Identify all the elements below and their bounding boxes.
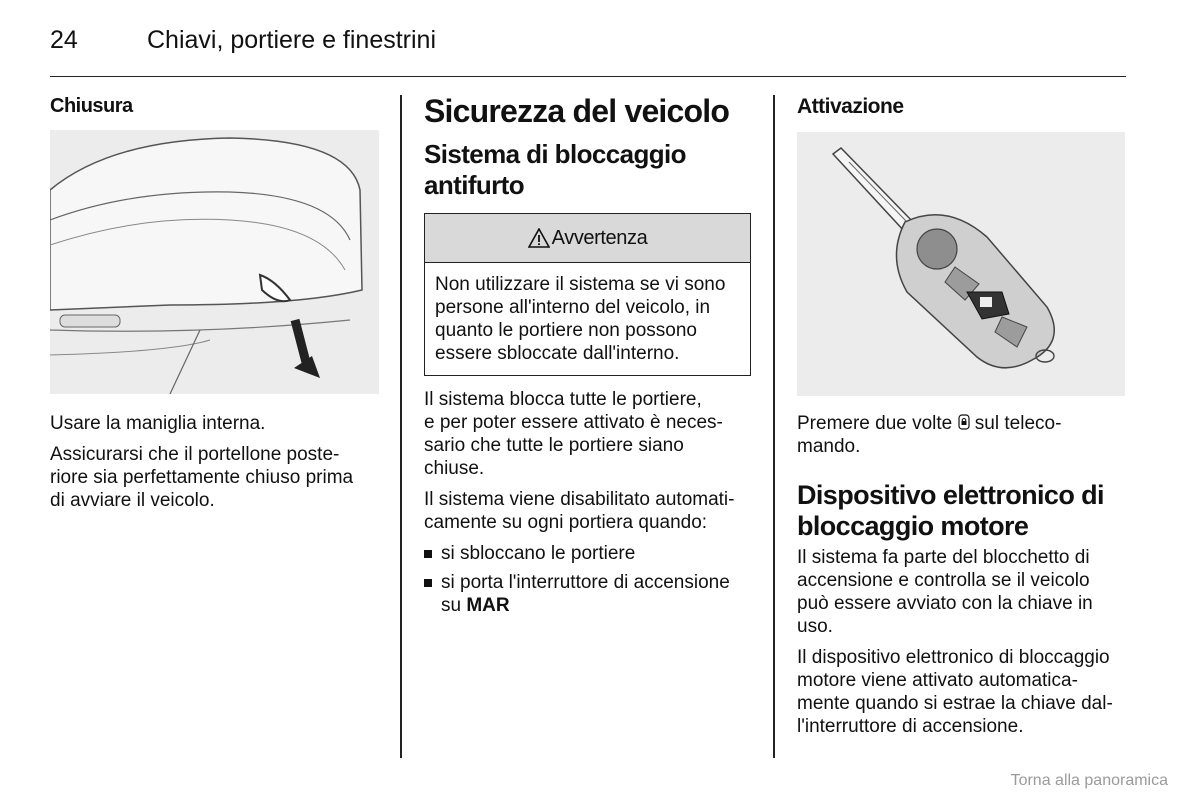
text-line: riore sia perfettamente chiuso prima xyxy=(50,467,354,488)
body-text: Usare la maniglia interna. xyxy=(50,413,266,434)
page-number: 24 xyxy=(50,26,78,54)
text-line: bloccaggio motore xyxy=(797,511,1029,541)
text-line: uso. xyxy=(797,616,833,637)
text-line: camente su ogni portiera quando: xyxy=(424,512,708,533)
chapter-title: Chiavi, portiere e finestrini xyxy=(147,26,437,54)
warning-box xyxy=(424,213,751,376)
text-line: motore viene attivato automatica- xyxy=(797,670,1078,691)
column-divider xyxy=(773,95,775,758)
text-line: e per poter essere attivato è neces- xyxy=(424,412,723,433)
section-heading: Attivazione xyxy=(797,95,904,118)
warning-triangle-icon xyxy=(528,228,550,248)
body-text xyxy=(797,546,1127,638)
warning-label: Avvertenza xyxy=(551,226,648,249)
bullet-square-icon xyxy=(424,550,432,558)
text-line: chiuse. xyxy=(424,458,485,479)
bullet-list xyxy=(424,542,754,617)
text-line: Il sistema viene disabilitato automati- xyxy=(424,489,735,510)
body-text xyxy=(424,388,754,480)
text-line: mando. xyxy=(797,436,861,457)
warning-text xyxy=(425,263,750,375)
text-line: accensione e controlla se il veicolo xyxy=(797,570,1090,591)
text-line: Il sistema fa parte del blocchetto di xyxy=(797,547,1090,568)
section-subtitle xyxy=(424,139,754,201)
text-line: mente quando si estrae la chiave dal- xyxy=(797,693,1113,714)
text-line: Dispositivo elettronico di xyxy=(797,480,1104,510)
text-line: può essere avviato con la chiave in xyxy=(797,593,1093,614)
tailgate-illustration xyxy=(50,130,379,394)
lock-icon xyxy=(958,414,970,430)
warning-header xyxy=(425,214,750,263)
bullet-square-icon xyxy=(424,579,432,587)
body-text xyxy=(797,646,1127,738)
column-divider xyxy=(400,95,402,758)
list-item xyxy=(424,542,754,565)
section-title: Sicurezza del veicolo xyxy=(424,93,730,129)
column-vehicle-security xyxy=(424,93,754,623)
text-line: Non utilizzare il sistema se vi sono xyxy=(435,274,726,295)
text-line: persone all'interno del veicolo, in xyxy=(435,297,711,318)
body-text xyxy=(50,443,380,512)
text-line: Assicurarsi che il portellone poste- xyxy=(50,444,340,465)
text-line: quanto le portiere non possono xyxy=(435,320,697,341)
list-item xyxy=(424,571,754,617)
column-activation xyxy=(797,95,1127,746)
text-line: sul teleco- xyxy=(969,413,1062,434)
text-line: l'interruttore di accensione. xyxy=(797,716,1024,737)
switch-position-mar: MAR xyxy=(466,595,510,616)
text-line: su xyxy=(441,595,467,616)
text-line: antifurto xyxy=(424,170,525,200)
text-line: essere sbloccate dall'interno. xyxy=(435,343,680,364)
body-text xyxy=(424,488,754,534)
text-line: di avviare il veicolo. xyxy=(50,490,215,511)
text-line: Il sistema blocca tutte le portiere, xyxy=(424,389,702,410)
overview-link[interactable]: Torna alla panoramica xyxy=(1010,772,1168,789)
text-line: sario che tutte le portiere siano xyxy=(424,435,684,456)
text-line: Sistema di bloccaggio xyxy=(424,139,686,169)
page-header xyxy=(50,26,1126,77)
body-text xyxy=(797,412,1127,458)
text-line: si porta l'interruttore di accensione xyxy=(441,572,730,593)
remote-key-illustration xyxy=(797,132,1125,396)
section-subtitle xyxy=(797,480,1127,542)
column-closing xyxy=(50,95,380,520)
section-heading: Chiusura xyxy=(50,95,133,117)
text-line: si sbloccano le portiere xyxy=(441,543,636,564)
text-line: Il dispositivo elettronico di bloccaggio xyxy=(797,647,1110,668)
text-line: Premere due volte xyxy=(797,413,958,434)
